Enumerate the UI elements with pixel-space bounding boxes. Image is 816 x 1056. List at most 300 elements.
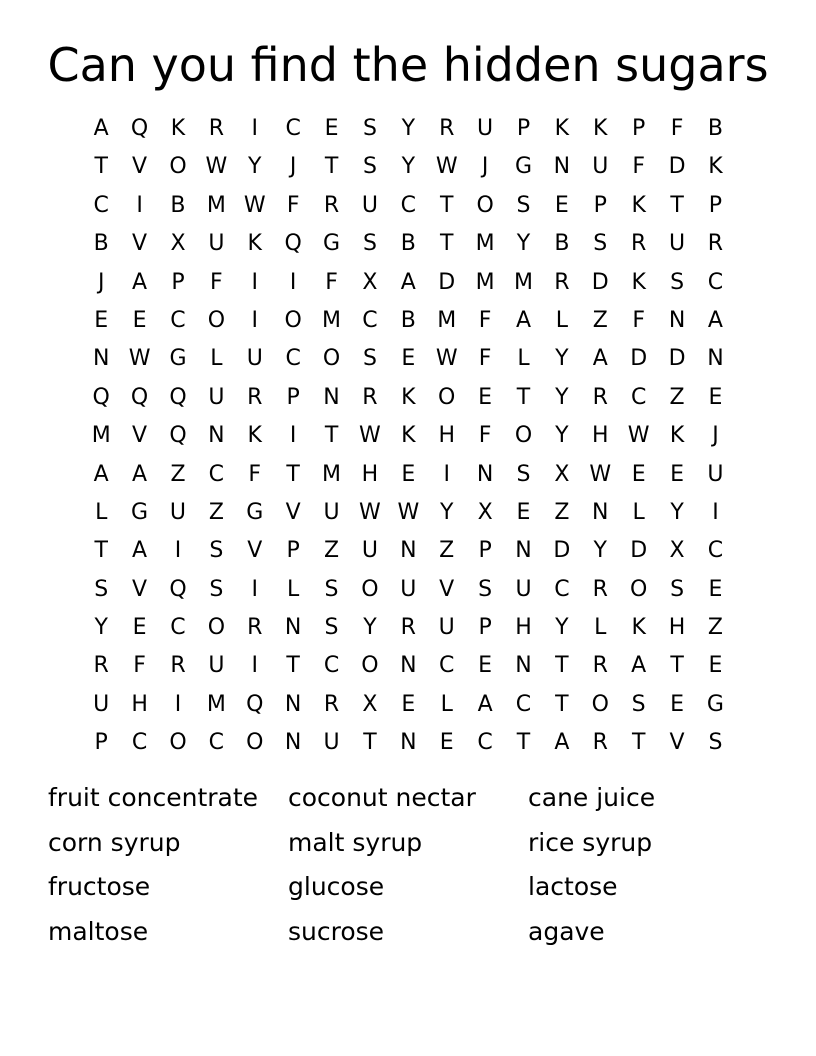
grid-letter[interactable]: D	[630, 538, 648, 564]
grid-letter[interactable]: O	[322, 346, 341, 372]
grid-letter[interactable]: I	[251, 653, 258, 679]
grid-letter[interactable]: N	[592, 499, 609, 525]
grid-letter[interactable]: D	[668, 154, 686, 180]
grid-letter[interactable]: W	[589, 461, 612, 487]
grid-letter[interactable]: B	[400, 307, 416, 333]
grid-letter[interactable]: E	[324, 116, 339, 141]
grid-letter[interactable]: H	[668, 615, 686, 641]
grid-letter[interactable]: M	[206, 691, 226, 717]
grid-letter[interactable]: I	[174, 691, 182, 717]
grid-letter[interactable]: C	[170, 615, 186, 641]
grid-letter[interactable]: C	[362, 307, 378, 333]
grid-letter[interactable]: N	[400, 730, 417, 756]
grid-letter[interactable]: W	[359, 423, 381, 449]
grid-letter[interactable]: H	[361, 461, 379, 487]
grid-letter[interactable]: L	[632, 499, 645, 525]
grid-letter[interactable]: S	[516, 461, 531, 487]
grid-letter[interactable]: Q	[246, 691, 264, 717]
grid-letter[interactable]: L	[555, 307, 569, 333]
grid-letter[interactable]: O	[630, 576, 648, 602]
grid-letter[interactable]: Y	[593, 538, 607, 564]
grid-letter[interactable]: A	[707, 307, 723, 333]
grid-letter[interactable]: V	[132, 231, 148, 257]
grid-letter[interactable]: R	[592, 384, 608, 410]
grid-letter[interactable]: W	[435, 346, 458, 372]
grid-letter[interactable]: C	[170, 307, 186, 333]
grid-letter[interactable]: T	[363, 730, 377, 756]
grid-letter[interactable]: Y	[555, 615, 569, 641]
grid-letter[interactable]: B	[170, 192, 186, 218]
grid-letter[interactable]: K	[401, 423, 416, 449]
grid-letter[interactable]: T	[94, 538, 108, 564]
grid-letter[interactable]: N	[668, 307, 686, 333]
grid-letter[interactable]: S	[478, 576, 493, 602]
grid-letter[interactable]: B	[93, 231, 109, 257]
grid-letter[interactable]: A	[477, 691, 493, 717]
grid-letter[interactable]: D	[591, 269, 609, 295]
grid-letter[interactable]: L	[95, 499, 108, 525]
grid-letter[interactable]: E	[132, 615, 147, 641]
grid-letter[interactable]: M	[475, 269, 495, 295]
grid-letter[interactable]: K	[554, 116, 570, 141]
grid-letter[interactable]: C	[707, 538, 724, 564]
grid-letter[interactable]: R	[439, 116, 455, 141]
grid-letter[interactable]: S	[362, 346, 377, 372]
grid-letter[interactable]: I	[289, 269, 297, 295]
word-bank-item: coconut nectar	[288, 783, 476, 812]
grid-letter[interactable]: W	[397, 499, 420, 525]
grid-letter[interactable]: Y	[363, 615, 377, 641]
grid-letter[interactable]: W	[205, 154, 228, 180]
grid-letter[interactable]: X	[554, 461, 570, 487]
grid-letter[interactable]: E	[708, 653, 723, 679]
grid-letter[interactable]: H	[515, 615, 532, 641]
grid-letter[interactable]: E	[516, 499, 531, 525]
grid-letter[interactable]: Z	[324, 538, 340, 564]
grid-letter[interactable]: T	[439, 192, 454, 218]
grid-letter[interactable]: Q	[284, 231, 302, 257]
grid-letter[interactable]: V	[285, 499, 301, 525]
grid-letter[interactable]: P	[708, 192, 723, 218]
grid-letter[interactable]: U	[361, 538, 378, 564]
grid-letter[interactable]: R	[592, 653, 608, 679]
grid-letter[interactable]: C	[439, 653, 455, 679]
grid-letter[interactable]: G	[706, 691, 724, 717]
grid-letter[interactable]: G	[246, 499, 264, 525]
grid-letter[interactable]: R	[93, 653, 109, 679]
grid-letter[interactable]: S	[631, 691, 646, 717]
grid-letter[interactable]: E	[478, 384, 493, 410]
grid-letter[interactable]: X	[669, 538, 685, 564]
grid-row	[82, 571, 736, 609]
grid-letter[interactable]: Z	[170, 461, 186, 487]
grid-letter[interactable]: E	[439, 730, 454, 756]
grid-letter[interactable]: P	[171, 269, 185, 295]
grid-letter[interactable]: L	[440, 691, 453, 717]
grid-letter[interactable]: M	[322, 461, 342, 487]
grid-letter[interactable]: C	[554, 576, 570, 602]
grid-row	[82, 456, 736, 494]
grid-letter[interactable]: C	[131, 730, 148, 756]
grid-letter[interactable]: N	[208, 423, 225, 449]
grid-letter[interactable]: S	[209, 538, 224, 564]
grid-letter[interactable]: F	[478, 307, 492, 333]
grid-letter[interactable]: L	[210, 346, 223, 372]
grid-letter[interactable]: A	[93, 116, 109, 141]
grid-letter[interactable]: T	[555, 691, 569, 717]
grid-letter[interactable]: P	[632, 116, 646, 141]
grid-letter[interactable]: R	[170, 653, 186, 679]
grid-letter[interactable]: I	[136, 192, 143, 218]
grid-letter[interactable]: I	[251, 307, 258, 333]
grid-letter[interactable]: B	[707, 116, 723, 141]
grid-letter[interactable]: S	[324, 576, 339, 602]
grid-letter[interactable]: K	[593, 116, 608, 141]
grid-letter[interactable]: V	[439, 576, 455, 602]
grid-letter[interactable]: U	[93, 691, 110, 717]
grid-letter[interactable]: W	[359, 499, 381, 525]
grid-letter[interactable]: H	[131, 691, 148, 717]
grid-letter[interactable]: U	[208, 384, 225, 410]
grid-letter[interactable]: U	[592, 154, 609, 180]
grid-letter[interactable]: R	[554, 269, 570, 295]
grid-letter[interactable]: K	[631, 269, 646, 295]
grid-letter[interactable]: Z	[707, 615, 723, 641]
grid-letter[interactable]: O	[361, 653, 379, 679]
grid-letter[interactable]: Q	[130, 384, 149, 410]
grid-letter[interactable]: H	[592, 423, 609, 449]
grid-letter[interactable]: E	[708, 384, 723, 410]
grid-letter[interactable]: C	[400, 192, 416, 218]
grid-letter[interactable]: N	[515, 653, 532, 679]
grid-letter[interactable]: S	[362, 116, 377, 141]
grid-letter[interactable]: I	[174, 538, 182, 564]
grid-letter[interactable]: T	[516, 384, 531, 410]
grid-row	[82, 302, 736, 340]
grid-letter[interactable]: C	[323, 653, 340, 679]
grid-letter[interactable]: T	[324, 423, 339, 449]
grid-letter[interactable]: X	[477, 499, 493, 525]
grid-letter[interactable]: O	[284, 307, 302, 333]
grid-letter[interactable]: E	[401, 461, 416, 487]
grid-letter[interactable]: K	[631, 192, 646, 218]
grid-letter[interactable]: K	[170, 116, 186, 141]
grid-letter[interactable]: W	[128, 346, 151, 372]
grid-letter[interactable]: Z	[554, 499, 570, 525]
grid-letter[interactable]: U	[707, 461, 724, 487]
grid-letter[interactable]: F	[325, 269, 338, 295]
grid-letter[interactable]: M	[322, 307, 342, 333]
grid-letter[interactable]: A	[554, 730, 570, 756]
grid-letter[interactable]: M	[475, 231, 495, 257]
grid-letter[interactable]: Z	[592, 307, 608, 333]
grid-letter[interactable]: T	[324, 154, 339, 180]
grid-letter[interactable]: R	[247, 615, 263, 641]
grid-letter[interactable]: W	[243, 192, 266, 218]
grid-letter[interactable]: R	[400, 615, 416, 641]
grid-letter[interactable]: S	[362, 231, 377, 257]
grid-letter[interactable]: S	[670, 269, 685, 295]
grid-letter[interactable]: Q	[169, 423, 187, 449]
grid-letter[interactable]: O	[246, 730, 264, 756]
grid-letter[interactable]: Z	[208, 499, 224, 525]
grid-letter[interactable]: N	[284, 691, 302, 717]
grid-letter[interactable]: R	[592, 576, 608, 602]
grid-letter[interactable]: Y	[555, 423, 569, 449]
grid-letter[interactable]: C	[477, 730, 493, 756]
grid-letter[interactable]: S	[94, 576, 109, 602]
grid-letter[interactable]: T	[555, 653, 569, 679]
grid-letter[interactable]: H	[438, 423, 455, 449]
grid-letter[interactable]: U	[208, 653, 225, 679]
grid-letter[interactable]: P	[593, 192, 607, 218]
grid-letter[interactable]: Y	[555, 346, 569, 372]
grid-letter[interactable]: U	[400, 576, 417, 602]
grid-letter[interactable]: K	[247, 423, 262, 449]
grid-letter[interactable]: R	[323, 192, 340, 218]
grid-letter[interactable]: O	[169, 730, 187, 756]
grid-letter[interactable]: L	[517, 346, 530, 372]
grid-letter[interactable]: F	[210, 269, 223, 295]
grid-letter[interactable]: R	[362, 384, 378, 410]
grid-letter[interactable]: R	[631, 231, 647, 257]
grid-letter[interactable]: J	[481, 154, 489, 180]
grid-letter[interactable]: A	[400, 269, 416, 295]
grid-letter[interactable]: U	[208, 231, 225, 257]
grid-letter[interactable]: T	[439, 231, 454, 257]
grid-letter[interactable]: D	[438, 269, 456, 295]
grid-letter[interactable]: C	[285, 116, 301, 141]
grid-letter[interactable]: B	[554, 231, 570, 257]
grid-letter[interactable]: G	[323, 231, 341, 257]
grid-letter[interactable]: L	[594, 615, 607, 641]
grid-letter[interactable]: K	[401, 384, 416, 410]
grid-letter[interactable]: T	[286, 653, 300, 679]
grid-letter[interactable]: E	[478, 653, 493, 679]
grid-letter[interactable]: Y	[401, 154, 416, 180]
grid-letter[interactable]: T	[670, 192, 684, 218]
grid-letter[interactable]: Y	[670, 499, 684, 525]
grid-letter[interactable]: U	[246, 346, 263, 372]
grid-letter[interactable]: U	[323, 730, 340, 756]
grid-letter[interactable]: O	[207, 615, 226, 641]
grid-letter[interactable]: K	[247, 231, 262, 257]
grid-letter[interactable]: I	[289, 423, 297, 449]
grid-letter[interactable]: I	[443, 461, 450, 487]
grid-letter[interactable]: M	[437, 307, 457, 333]
grid-letter[interactable]: J	[289, 154, 297, 180]
grid-letter[interactable]: X	[362, 691, 378, 717]
grid-letter[interactable]: V	[132, 423, 148, 449]
grid-letter[interactable]: G	[131, 499, 149, 525]
grid-letter[interactable]: L	[287, 576, 300, 602]
grid-letter[interactable]: I	[251, 269, 258, 295]
grid-letter[interactable]: K	[708, 154, 723, 180]
grid-letter[interactable]: S	[362, 154, 377, 180]
grid-letter[interactable]: U	[323, 499, 340, 525]
grid-row	[82, 686, 736, 724]
grid-letter[interactable]: C	[208, 461, 225, 487]
grid-letter[interactable]: A	[132, 538, 148, 564]
grid-letter[interactable]: V	[669, 730, 685, 756]
grid-letter[interactable]: W	[627, 423, 650, 449]
grid-letter[interactable]: E	[554, 192, 569, 218]
grid-letter[interactable]: B	[400, 231, 416, 257]
grid-letter[interactable]: E	[132, 307, 147, 333]
grid-letter[interactable]: D	[553, 538, 571, 564]
grid-letter[interactable]: S	[516, 192, 531, 218]
grid-letter[interactable]: V	[132, 154, 148, 180]
grid-letter[interactable]: C	[630, 384, 647, 410]
grid-letter[interactable]: T	[631, 730, 646, 756]
grid-letter[interactable]: S	[708, 730, 723, 756]
grid-letter[interactable]: K	[669, 423, 685, 449]
grid-letter[interactable]: R	[247, 384, 263, 410]
grid-letter[interactable]: F	[478, 346, 492, 372]
grid-letter[interactable]: E	[631, 461, 646, 487]
grid-letter[interactable]: N	[323, 384, 340, 410]
grid-letter[interactable]: C	[707, 269, 724, 295]
grid-letter[interactable]: E	[401, 346, 416, 372]
grid-letter[interactable]: Y	[555, 384, 569, 410]
word-bank-item: rice syrup	[528, 827, 653, 857]
grid-letter[interactable]: I	[712, 499, 719, 525]
grid-letter[interactable]: E	[94, 307, 109, 333]
grid-letter[interactable]: N	[476, 461, 494, 487]
grid-letter[interactable]: N	[707, 346, 724, 372]
grid-letter[interactable]: R	[592, 730, 608, 756]
grid-letter[interactable]: Q	[169, 576, 187, 602]
grid-letter[interactable]: F	[248, 461, 262, 487]
grid-letter[interactable]: Q	[169, 384, 187, 410]
grid-letter[interactable]: K	[631, 615, 646, 641]
grid-letter[interactable]: N	[284, 615, 302, 641]
grid-letter[interactable]: N	[284, 730, 302, 756]
grid-letter[interactable]: Q	[92, 384, 110, 410]
grid-letter[interactable]: M	[514, 269, 533, 295]
grid-letter[interactable]: R	[208, 116, 225, 141]
grid-letter[interactable]: C	[285, 346, 301, 372]
grid-letter[interactable]: T	[286, 461, 300, 487]
grid-letter[interactable]: O	[438, 384, 456, 410]
grid-letter[interactable]: F	[133, 653, 146, 679]
grid-letter[interactable]: G	[169, 346, 187, 372]
grid-letter[interactable]: E	[708, 576, 723, 602]
grid-letter[interactable]: P	[516, 116, 531, 141]
grid-letter[interactable]: V	[132, 576, 148, 602]
grid-letter[interactable]: N	[515, 538, 532, 564]
grid-letter[interactable]: U	[477, 116, 494, 141]
grid-letter[interactable]: S	[324, 615, 339, 641]
grid-letter[interactable]: C	[208, 730, 225, 756]
grid-letter[interactable]: O	[207, 307, 226, 333]
grid-letter[interactable]: Y	[248, 154, 262, 180]
grid-letter[interactable]: R	[323, 691, 340, 717]
grid-letter[interactable]: R	[707, 231, 724, 257]
grid-letter[interactable]: F	[478, 423, 492, 449]
word-bank-item: fructose	[48, 872, 151, 901]
grid-letter[interactable]: X	[362, 269, 378, 295]
grid-letter[interactable]: O	[514, 423, 533, 449]
grid-letter[interactable]: N	[553, 154, 571, 180]
grid-letter[interactable]: F	[632, 307, 645, 333]
grid-letter[interactable]: Y	[516, 231, 531, 257]
grid-letter[interactable]: M	[91, 423, 111, 449]
grid-letter[interactable]: A	[93, 461, 109, 487]
grid-letter[interactable]: G	[514, 154, 533, 180]
grid-letter[interactable]: M	[206, 192, 226, 218]
grid-letter[interactable]: J	[712, 423, 719, 449]
grid-letter[interactable]: O	[169, 154, 187, 180]
grid-letter[interactable]: S	[593, 231, 608, 257]
grid-letter[interactable]: U	[515, 576, 532, 602]
grid-letter[interactable]: C	[515, 691, 532, 717]
grid-letter[interactable]: S	[670, 576, 685, 602]
grid-letter[interactable]: O	[591, 691, 609, 717]
grid-letter[interactable]: P	[478, 615, 492, 641]
word-bank-item: lactose	[528, 872, 618, 901]
grid-letter[interactable]: U	[169, 499, 187, 525]
grid-letter[interactable]: U	[438, 615, 455, 641]
word-bank-item: agave	[528, 916, 605, 946]
grid-letter[interactable]: A	[132, 461, 148, 487]
grid-letter[interactable]: A	[592, 346, 608, 372]
grid-letter[interactable]: U	[361, 192, 378, 218]
grid-letter[interactable]: A	[132, 269, 148, 295]
grid-letter[interactable]: P	[286, 384, 300, 410]
grid-letter[interactable]: U	[669, 231, 686, 257]
grid-letter[interactable]: S	[209, 576, 224, 602]
grid-letter[interactable]: C	[93, 192, 109, 218]
grid-letter[interactable]: E	[670, 461, 684, 487]
grid-letter[interactable]: F	[632, 154, 645, 180]
grid-letter[interactable]: A	[515, 307, 532, 333]
grid-letter[interactable]: Z	[669, 384, 685, 410]
grid-letter[interactable]: P	[94, 730, 108, 756]
grid-letter[interactable]: Y	[401, 116, 416, 141]
grid-letter[interactable]: D	[630, 346, 648, 372]
grid-letter[interactable]: Y	[94, 615, 108, 641]
grid-letter[interactable]: P	[286, 538, 300, 564]
grid-letter[interactable]: T	[670, 653, 684, 679]
grid-row	[82, 609, 736, 647]
grid-letter[interactable]: F	[670, 116, 684, 141]
grid-letter[interactable]: Y	[439, 499, 454, 525]
grid-letter[interactable]: W	[435, 154, 458, 180]
grid-letter[interactable]: Z	[439, 538, 455, 564]
grid-letter[interactable]: N	[92, 346, 110, 372]
grid-letter[interactable]: T	[94, 154, 108, 180]
grid-letter[interactable]: N	[400, 653, 417, 679]
grid-letter[interactable]: T	[516, 730, 531, 756]
grid-letter[interactable]: O	[361, 576, 379, 602]
grid-letter[interactable]: O	[476, 192, 494, 218]
grid-letter[interactable]: N	[400, 538, 417, 564]
grid-letter[interactable]: A	[631, 653, 647, 679]
grid-letter[interactable]: I	[251, 576, 258, 602]
grid-letter[interactable]: J	[97, 269, 105, 295]
grid-letter[interactable]: D	[668, 346, 686, 372]
grid-letter[interactable]: Q	[130, 116, 149, 141]
grid-letter[interactable]: E	[401, 691, 416, 717]
grid-letter[interactable]: F	[286, 192, 300, 218]
grid-letter[interactable]: V	[247, 538, 263, 564]
grid-letter[interactable]: X	[170, 231, 186, 257]
grid-letter[interactable]: I	[251, 116, 258, 141]
grid-row	[82, 494, 736, 532]
grid-letter[interactable]: E	[670, 691, 684, 717]
grid-letter[interactable]: P	[478, 538, 492, 564]
